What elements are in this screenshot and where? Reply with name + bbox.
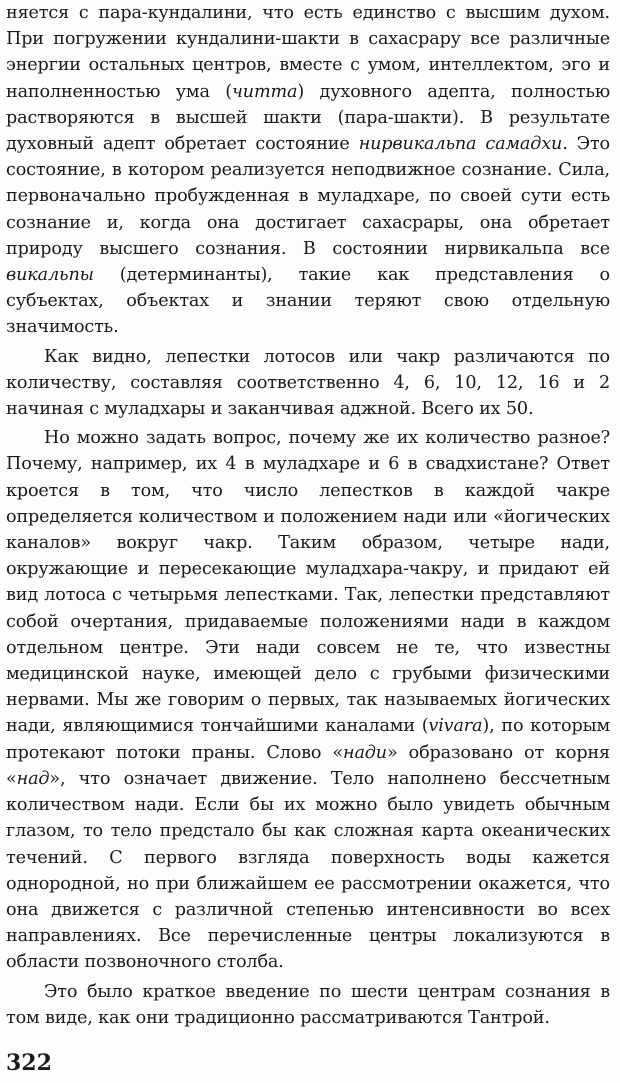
paragraph [6,425,610,975]
text-run: . Это состояние, в котором реализуется неподвижное сознание. Сила, первоначально пробужденная в муладхаре, по своей сути есть сознание и, когда она достигает сахасрары, она обретает природу высшего сознания. В состоянии нирвикальпа все [6,134,610,259]
paragraph [6,344,610,423]
italic-term: викальпы [6,265,94,286]
text-run: ) духовного адепта, полностью растворяются в высшей шакти (пара-шакти). В результате духовный адепт обретает состояние [6,81,610,155]
text-run: Но можно задать вопрос, почему же их количество разное? Почему, например, их 4 в муладхаре и 6 в свадхистане? Ответ кроется в том, что число лепестков в каждой чакре определяется количеством и положением нади или «йогических каналов» вокруг чакр. Таким образом, четыре нади, окружающие и пересекающие муладхара-чакру, и придают ей вид лотоса с четырьмя лепестками. Так, лепестки представляют собой очертания, придаваемые положениями нади в каждом отдельном центре. Эти нади совсем не те, что известны медицинской науке, имеющей дело с грубыми физическими нервами. Мы же говорим о первых, так называемых йогических нади, являющимися тончайшими каналами ( [6,428,610,737]
text-run: Это было краткое введение по шести центрам сознания в том виде, как они традиционно рассматриваются Тантрой. [6,981,610,1028]
italic-term: нади [343,742,387,763]
text-run: няется с пара-кундалини, что есть единство с высшим духом. При погружении кундалини-шакти в сахасрару все различные энергии остальных центров, вместе с умом, интеллектом, эго и наполненностью ума ( [6,3,610,102]
page-number: 322 [6,1050,52,1076]
paragraph [6,979,610,1031]
text-run: ), по которым протекают потоки праны. Слово « [6,716,610,763]
text-run: Как видно, лепестки лотосов или чакр различаются по количеству, составляя соответственно 4, 6, 10, 12, 16 и 2 начиная с муладхары и заканчивая аджной. Всего их 50. [6,346,610,420]
italic-term: над [16,768,50,789]
italic-term: нирвикальпа самадхи [358,134,563,155]
text-run: » образовано от корня « [6,742,610,789]
text-run: (детерминанты), такие как представления о субъектах, объектах и знании теряют свою отдельную значимость. [6,265,610,338]
italic-term: vivara [428,716,483,737]
text-run: », что означает движение. Тело наполнено бессчетным количеством нади. Если бы их можно было увидеть обычным глазом, то тело предстало бы как сложная карта океанических течений. С первого взгляда поверхность воды кажется однородной, но при ближайшем ее рассмотрении окажется, что она движется с различной степенью интенсивности во всех направлениях. Все перечисленные центры локализуются в области позвоночного столба. [6,768,610,973]
italic-term: читта [231,81,298,102]
paragraph [6,0,610,341]
body-text [6,0,610,1031]
